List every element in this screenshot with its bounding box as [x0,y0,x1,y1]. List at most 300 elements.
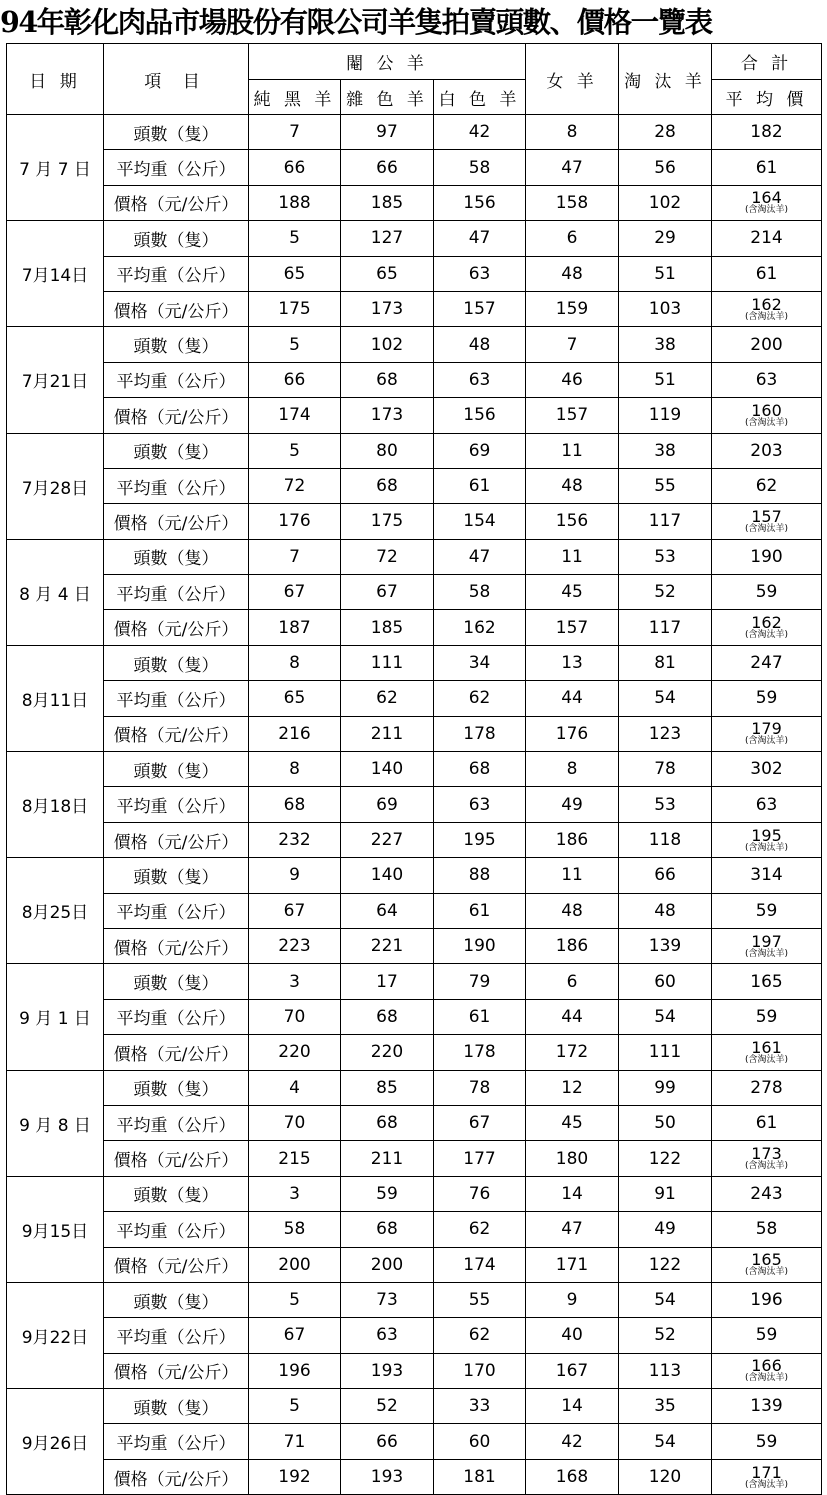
cell-white: 162 [434,610,526,645]
cell-culled: 50 [619,1105,712,1140]
cell-pure-black: 70 [249,999,341,1034]
cell-white: 63 [434,362,526,397]
cell-female: 44 [526,681,619,716]
cell-culled: 91 [619,1176,712,1211]
table-row [7,964,822,999]
cell-white: 34 [434,645,526,680]
total-value: 164 [751,188,782,208]
table-row [7,185,822,220]
table-row [7,1247,822,1282]
cell-culled: 120 [619,1459,712,1494]
cell-mixed: 62 [341,681,434,716]
table-row [7,1353,822,1388]
total-value: 197 [751,931,782,951]
cell-female: 8 [526,115,619,150]
cell-female: 11 [526,433,619,468]
cell-mixed: 73 [341,1282,434,1317]
total-value: 157 [751,506,782,526]
cell-pure-black: 175 [249,291,341,326]
table-row [7,681,822,716]
item-label: 價格（元/公斤） [104,1459,249,1494]
cell-culled: 60 [619,964,712,999]
cell-white: 170 [434,1353,526,1388]
cell-culled: 118 [619,822,712,857]
cell-total [712,1353,822,1388]
total-value: 165 [751,1250,782,1270]
cell-pure-black: 5 [249,433,341,468]
table-row [7,539,822,574]
total-note: (含淘汰羊) [745,1161,789,1172]
cell-pure-black: 67 [249,1318,341,1353]
cell-mixed: 59 [341,1176,434,1211]
cell-mixed: 17 [341,964,434,999]
cell-total: 59 [712,575,822,610]
cell-total: 200 [712,327,822,362]
cell-total: 63 [712,787,822,822]
auction-table [6,43,822,1495]
cell-culled: 117 [619,504,712,539]
cell-pure-black: 8 [249,645,341,680]
cell-pure-black: 5 [249,327,341,362]
total-note: (含淘汰羊) [745,842,789,853]
cell-female: 157 [526,610,619,645]
cell-total: 59 [712,1424,822,1459]
cell-female: 46 [526,362,619,397]
cell-culled: 122 [619,1141,712,1176]
item-label: 頭數（隻） [104,1176,249,1211]
item-label: 平均重（公斤） [104,787,249,822]
cell-pure-black: 71 [249,1424,341,1459]
cell-total: 214 [712,221,822,256]
cell-female: 13 [526,645,619,680]
cell-female: 176 [526,716,619,751]
cell-female: 8 [526,752,619,787]
cell-pure-black: 200 [249,1247,341,1282]
cell-total [712,185,822,220]
cell-mixed: 102 [341,327,434,362]
table-row [7,752,822,787]
header-culled: 淘 汰 羊 [619,44,712,115]
table-row [7,398,822,433]
header-white: 白 色 羊 [434,80,526,115]
cell-total [712,1247,822,1282]
cell-culled: 139 [619,928,712,963]
date-cell: 9月22日 [7,1282,104,1388]
item-label: 平均重（公斤） [104,468,249,503]
item-label: 平均重（公斤） [104,681,249,716]
cell-pure-black: 196 [249,1353,341,1388]
cell-female: 42 [526,1424,619,1459]
cell-white: 33 [434,1389,526,1424]
cell-total [712,1141,822,1176]
cell-pure-black: 174 [249,398,341,433]
cell-pure-black: 67 [249,575,341,610]
item-label: 價格（元/公斤） [104,1247,249,1282]
cell-mixed: 193 [341,1353,434,1388]
cell-culled: 78 [619,752,712,787]
total-note: (含淘汰羊) [745,523,789,534]
table-row [7,433,822,468]
table-row [7,1070,822,1105]
table-row [7,504,822,539]
cell-female: 6 [526,221,619,256]
cell-mixed: 64 [341,893,434,928]
cell-white: 156 [434,185,526,220]
cell-culled: 35 [619,1389,712,1424]
table-row [7,256,822,291]
cell-total [712,398,822,433]
total-note: (含淘汰羊) [745,205,789,216]
total-note: (含淘汰羊) [745,311,789,322]
cell-white: 78 [434,1070,526,1105]
cell-white: 67 [434,1105,526,1140]
cell-culled: 38 [619,433,712,468]
cell-culled: 51 [619,256,712,291]
date-cell: 7 月 7 日 [7,115,104,221]
cell-pure-black: 68 [249,787,341,822]
cell-pure-black: 72 [249,468,341,503]
item-label: 頭數（隻） [104,858,249,893]
total-value: 162 [751,613,782,633]
cell-female: 11 [526,539,619,574]
cell-culled: 113 [619,1353,712,1388]
cell-white: 181 [434,1459,526,1494]
item-label: 平均重（公斤） [104,1424,249,1459]
cell-female: 9 [526,1282,619,1317]
item-label: 頭數（隻） [104,1282,249,1317]
cell-culled: 54 [619,681,712,716]
item-label: 頭數（隻） [104,539,249,574]
cell-mixed: 68 [341,999,434,1034]
cell-female: 156 [526,504,619,539]
cell-mixed: 173 [341,291,434,326]
cell-white: 48 [434,327,526,362]
cell-female: 14 [526,1389,619,1424]
cell-white: 178 [434,1035,526,1070]
cell-white: 58 [434,150,526,185]
cell-total: 314 [712,858,822,893]
cell-white: 79 [434,964,526,999]
cell-total: 59 [712,893,822,928]
cell-white: 62 [434,681,526,716]
item-label: 頭數（隻） [104,327,249,362]
table-row [7,575,822,610]
cell-female: 49 [526,787,619,822]
total-note: (含淘汰羊) [745,630,789,641]
cell-culled: 48 [619,893,712,928]
cell-culled: 119 [619,398,712,433]
cell-total [712,1035,822,1070]
cell-total: 165 [712,964,822,999]
cell-female: 167 [526,1353,619,1388]
cell-mixed: 63 [341,1318,434,1353]
header-ram-group: 閹 公 羊 [249,44,526,80]
cell-mixed: 65 [341,256,434,291]
item-label: 頭數（隻） [104,221,249,256]
total-note: (含淘汰羊) [745,1267,789,1278]
header-mixed-color: 雜 色 羊 [341,80,434,115]
item-label: 平均重（公斤） [104,575,249,610]
cell-female: 168 [526,1459,619,1494]
table-row [7,893,822,928]
cell-total: 61 [712,150,822,185]
cell-total: 59 [712,1318,822,1353]
total-value: 162 [751,294,782,314]
table-row [7,1176,822,1211]
cell-culled: 123 [619,716,712,751]
cell-female: 186 [526,928,619,963]
cell-female: 157 [526,398,619,433]
item-label: 價格（元/公斤） [104,610,249,645]
cell-white: 47 [434,221,526,256]
cell-female: 48 [526,893,619,928]
table-row [7,928,822,963]
cell-white: 154 [434,504,526,539]
cell-pure-black: 223 [249,928,341,963]
date-cell: 9 月 1 日 [7,964,104,1070]
cell-pure-black: 3 [249,1176,341,1211]
cell-mixed: 127 [341,221,434,256]
total-value: 160 [751,400,782,420]
cell-white: 177 [434,1141,526,1176]
cell-female: 45 [526,1105,619,1140]
cell-white: 195 [434,822,526,857]
total-note: (含淘汰羊) [745,1479,789,1490]
header-item: 項 目 [104,44,249,115]
table-row [7,999,822,1034]
date-cell: 7月14日 [7,221,104,327]
cell-mixed: 193 [341,1459,434,1494]
table-row [7,1212,822,1247]
total-note: (含淘汰羊) [745,417,789,428]
cell-total: 61 [712,256,822,291]
item-label: 價格（元/公斤） [104,504,249,539]
table-row [7,1282,822,1317]
table-row [7,1389,822,1424]
cell-total: 182 [712,115,822,150]
cell-culled: 103 [619,291,712,326]
cell-female: 45 [526,575,619,610]
cell-pure-black: 66 [249,362,341,397]
cell-culled: 54 [619,1282,712,1317]
cell-culled: 55 [619,468,712,503]
item-label: 平均重（公斤） [104,1212,249,1247]
cell-female: 47 [526,1212,619,1247]
cell-mixed: 67 [341,575,434,610]
cell-total [712,822,822,857]
cell-white: 60 [434,1424,526,1459]
table-row [7,645,822,680]
total-value: 161 [751,1037,782,1057]
item-label: 頭數（隻） [104,752,249,787]
total-note: (含淘汰羊) [745,1054,789,1065]
cell-mixed: 175 [341,504,434,539]
cell-female: 47 [526,150,619,185]
total-value: 166 [751,1356,782,1376]
cell-pure-black: 215 [249,1141,341,1176]
cell-culled: 29 [619,221,712,256]
cell-culled: 52 [619,575,712,610]
header-total-line1: 合 計 [712,44,822,80]
cell-female: 7 [526,327,619,362]
cell-total: 63 [712,362,822,397]
cell-white: 88 [434,858,526,893]
total-value: 179 [751,719,782,739]
cell-mixed: 185 [341,610,434,645]
date-cell: 7月21日 [7,327,104,433]
cell-total [712,610,822,645]
item-label: 平均重（公斤） [104,1105,249,1140]
cell-culled: 53 [619,787,712,822]
header-total-line2: 平 均 價 [712,80,822,115]
item-label: 平均重（公斤） [104,362,249,397]
item-label: 價格（元/公斤） [104,716,249,751]
cell-white: 157 [434,291,526,326]
item-label: 頭數（隻） [104,645,249,680]
cell-total [712,291,822,326]
cell-white: 61 [434,893,526,928]
date-cell: 8 月 4 日 [7,539,104,645]
cell-culled: 81 [619,645,712,680]
cell-mixed: 185 [341,185,434,220]
cell-mixed: 221 [341,928,434,963]
cell-mixed: 220 [341,1035,434,1070]
cell-mixed: 68 [341,1212,434,1247]
cell-mixed: 52 [341,1389,434,1424]
header-female: 女 羊 [526,44,619,115]
cell-culled: 52 [619,1318,712,1353]
item-label: 頭數（隻） [104,1070,249,1105]
table-row [7,822,822,857]
date-cell: 9月26日 [7,1389,104,1495]
cell-mixed: 80 [341,433,434,468]
table-row [7,858,822,893]
cell-pure-black: 70 [249,1105,341,1140]
item-label: 平均重（公斤） [104,150,249,185]
cell-culled: 51 [619,362,712,397]
total-value: 195 [751,825,782,845]
cell-mixed: 66 [341,150,434,185]
item-label: 價格（元/公斤） [104,1035,249,1070]
cell-female: 48 [526,256,619,291]
cell-white: 68 [434,752,526,787]
cell-mixed: 227 [341,822,434,857]
cell-mixed: 140 [341,858,434,893]
cell-mixed: 85 [341,1070,434,1105]
cell-pure-black: 4 [249,1070,341,1105]
date-cell: 8月11日 [7,645,104,751]
cell-pure-black: 65 [249,681,341,716]
table-row [7,362,822,397]
table-row [7,327,822,362]
cell-mixed: 200 [341,1247,434,1282]
cell-culled: 111 [619,1035,712,1070]
cell-pure-black: 5 [249,1282,341,1317]
cell-white: 69 [434,433,526,468]
cell-culled: 28 [619,115,712,150]
cell-white: 42 [434,115,526,150]
cell-white: 61 [434,999,526,1034]
cell-total: 139 [712,1389,822,1424]
cell-pure-black: 192 [249,1459,341,1494]
cell-pure-black: 7 [249,539,341,574]
cell-white: 76 [434,1176,526,1211]
table-row [7,1035,822,1070]
table-body [7,115,822,1495]
cell-female: 172 [526,1035,619,1070]
cell-total: 190 [712,539,822,574]
total-note: (含淘汰羊) [745,948,789,959]
cell-total: 59 [712,999,822,1034]
table-row [7,610,822,645]
item-label: 價格（元/公斤） [104,185,249,220]
cell-total: 247 [712,645,822,680]
cell-culled: 117 [619,610,712,645]
cell-female: 180 [526,1141,619,1176]
item-label: 價格（元/公斤） [104,1141,249,1176]
item-label: 價格（元/公斤） [104,928,249,963]
cell-culled: 54 [619,999,712,1034]
table-header [7,44,822,115]
cell-mixed: 173 [341,398,434,433]
cell-pure-black: 67 [249,893,341,928]
cell-culled: 53 [619,539,712,574]
header-pure-black: 純 黑 羊 [249,80,341,115]
cell-mixed: 68 [341,362,434,397]
cell-white: 55 [434,1282,526,1317]
cell-pure-black: 8 [249,752,341,787]
item-label: 頭數（隻） [104,433,249,468]
cell-pure-black: 216 [249,716,341,751]
cell-mixed: 111 [341,645,434,680]
cell-total: 278 [712,1070,822,1105]
cell-female: 159 [526,291,619,326]
table-row [7,468,822,503]
item-label: 價格（元/公斤） [104,1353,249,1388]
cell-white: 174 [434,1247,526,1282]
cell-white: 63 [434,787,526,822]
cell-mixed: 66 [341,1424,434,1459]
cell-total: 58 [712,1212,822,1247]
cell-total: 196 [712,1282,822,1317]
cell-pure-black: 3 [249,964,341,999]
cell-total: 61 [712,1105,822,1140]
cell-female: 40 [526,1318,619,1353]
table-row [7,291,822,326]
cell-culled: 99 [619,1070,712,1105]
header-date: 日 期 [7,44,104,115]
cell-pure-black: 187 [249,610,341,645]
table-row [7,150,822,185]
cell-pure-black: 58 [249,1212,341,1247]
cell-white: 156 [434,398,526,433]
cell-mixed: 72 [341,539,434,574]
cell-mixed: 68 [341,468,434,503]
cell-culled: 38 [619,327,712,362]
cell-total: 203 [712,433,822,468]
cell-mixed: 211 [341,716,434,751]
cell-female: 44 [526,999,619,1034]
cell-culled: 49 [619,1212,712,1247]
cell-culled: 56 [619,150,712,185]
table-row [7,1424,822,1459]
date-cell: 8月25日 [7,858,104,964]
item-label: 平均重（公斤） [104,1318,249,1353]
cell-white: 58 [434,575,526,610]
cell-female: 14 [526,1176,619,1211]
item-label: 頭數（隻） [104,115,249,150]
cell-female: 12 [526,1070,619,1105]
